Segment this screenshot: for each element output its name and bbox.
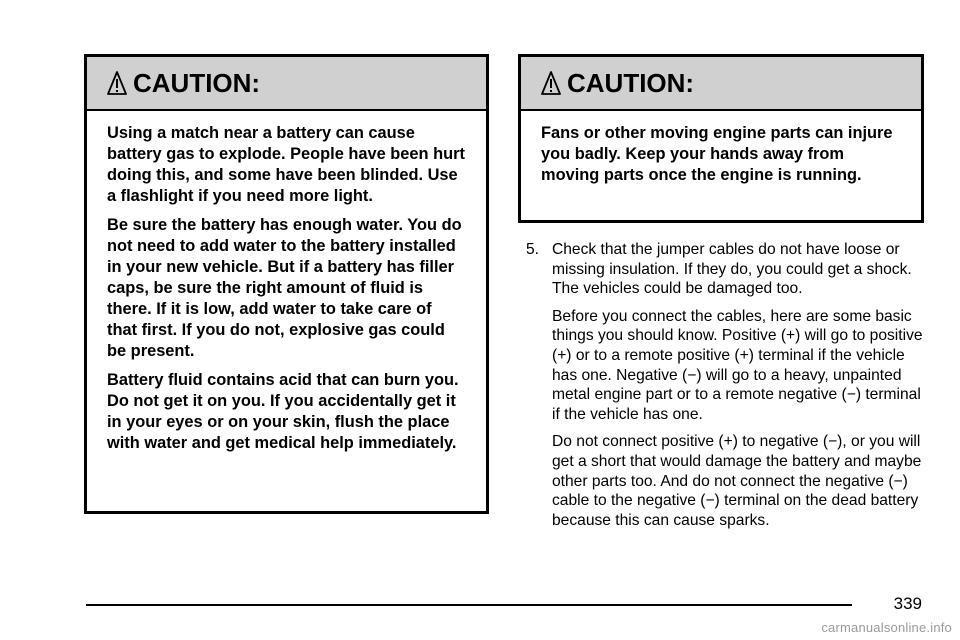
caution-box-fans <box>518 54 924 223</box>
caution-paragraph: Be sure the battery has enough water. You do not need to add water to the battery installed in your new vehicle. But if a battery has filler caps, be sure the right amount of fluid is there. If it is low, add water to take care of that first. If you do not, explosive gas could be present. <box>107 216 462 360</box>
warning-triangle-icon <box>541 70 561 96</box>
caution-box-battery <box>84 54 489 514</box>
instruction-steps <box>526 240 926 538</box>
step-paragraph: Before you connect the cables, here are some basic things you should know. Positive (+) will go to positive (+) or to a remote positive (+) terminal if the vehicle has one. Negative (−) will go to a heavy, unpainted metal engine part or to a remote negative (−) terminal if the vehicle has one. <box>552 307 923 423</box>
caution-paragraph: Battery fluid contains acid that can burn you. Do not get it on you. If you accidentally get it in your eyes or on your skin, flush the place with water and get medical help immediately. <box>107 371 459 452</box>
caution-title: CAUTION: <box>567 67 695 98</box>
step-paragraph: Do not connect positive (+) to negative (−), or you will get a short that would damage the battery and maybe other parts too. And do not connect the negative (−) cable to the negative (−) terminal on the dead battery because this can cause sparks. <box>552 433 922 529</box>
page-number: 339 <box>893 594 922 613</box>
caution-body <box>521 111 921 186</box>
warning-triangle-icon <box>107 70 127 96</box>
caution-paragraph: Using a match near a battery can cause battery gas to explode. People have been hurt doing this, and some have been blinded. Use a flashlight if you need more light. <box>107 124 465 205</box>
caution-body <box>87 111 486 454</box>
caution-header <box>87 57 486 111</box>
caution-header <box>521 57 921 111</box>
caution-paragraph: Fans or other moving engine parts can injure you badly. Keep your hands away from moving parts once the engine is running. <box>541 124 893 184</box>
watermark: carmanualsonline.info <box>821 620 952 635</box>
step-text: Check that the jumper cables do not have loose or missing insulation. If they do, you could get a shock. The vehicles could be damaged too. <box>552 241 912 298</box>
footer-rule <box>86 604 852 606</box>
caution-title: CAUTION: <box>133 67 261 98</box>
step-number: 5. <box>526 241 540 258</box>
step-item <box>526 240 926 299</box>
